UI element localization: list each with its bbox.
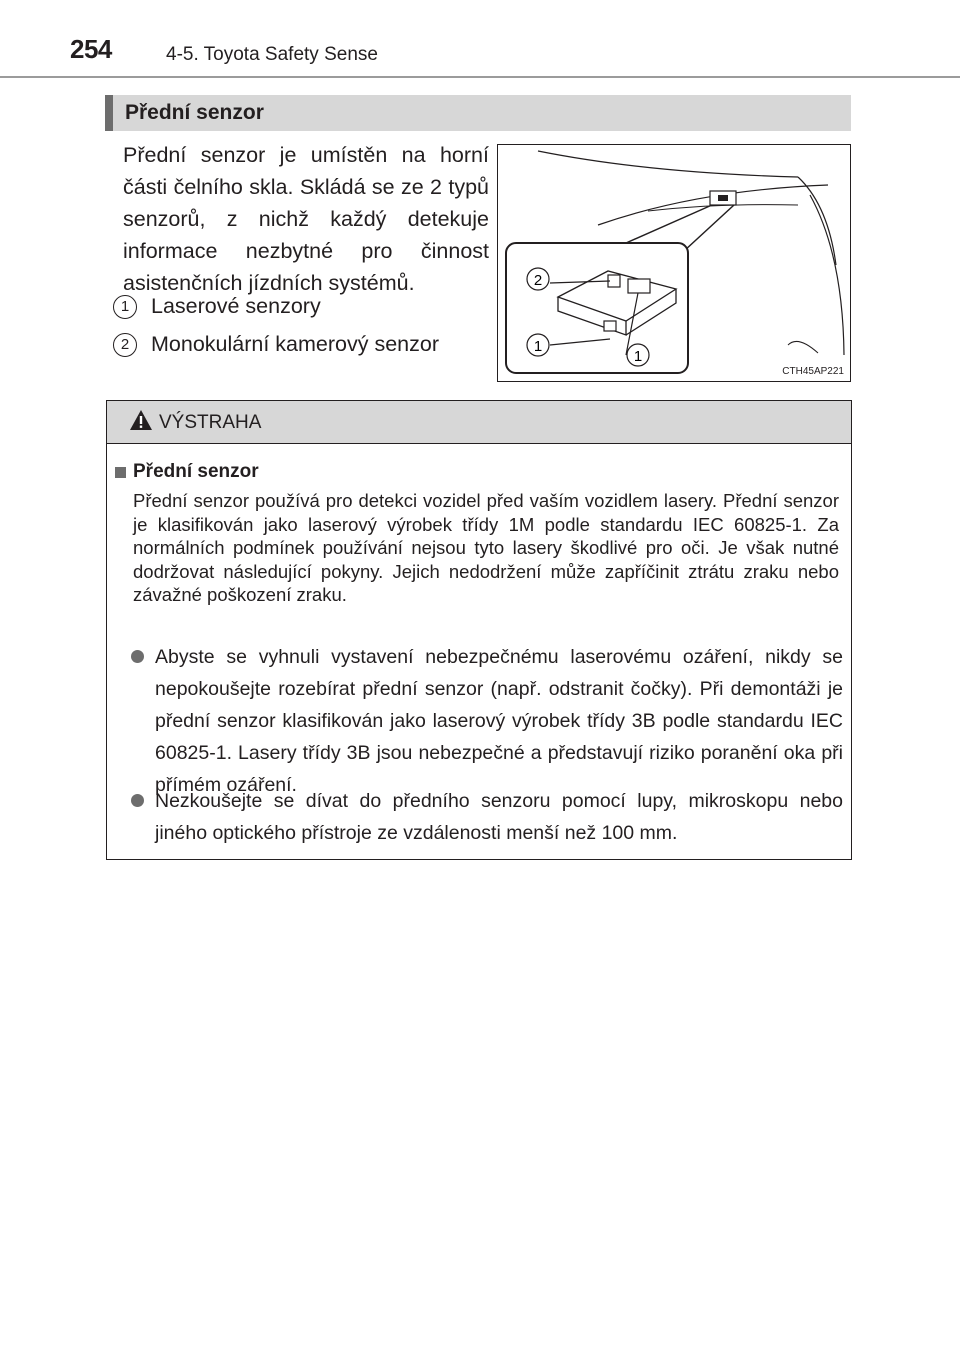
- figure-code: CTH45AP221: [782, 366, 844, 377]
- callout-label: 1: [633, 348, 643, 365]
- warning-title: VÝSTRAHA: [159, 412, 262, 433]
- bullet-dot-icon: [131, 650, 144, 663]
- item-label: Monokulární kamerový senzor: [151, 332, 439, 356]
- section-heading-bar: [105, 95, 851, 131]
- warning-paragraph: Přední senzor používá pro detekci vozidel před vaším vozidlem lasery. Přední senzor je klasifikován jako laserový výrobek třídy 1M podle standardu IEC 60825-1. Za normálních podmínek používání nejsou tyto lasery škodlivé pro oči. Je však nutné dodržovat následující pokyny. Jejich nedodržení může zapříčinit ztrátu zraku nebo závažné poškození zraku.: [133, 490, 839, 605]
- page-header: [0, 0, 960, 78]
- callout-label: 2: [533, 272, 543, 289]
- windshield-sensor-drawing: [498, 145, 850, 381]
- warning-bullet: [131, 641, 843, 801]
- bullet-dot-icon: [131, 794, 144, 807]
- chapter-title: 4-5. Toyota Safety Sense: [166, 44, 378, 65]
- warning-box: [106, 400, 852, 860]
- item-label: Laserové senzory: [151, 294, 321, 318]
- header-divider: [0, 76, 960, 78]
- sensor-illustration: [497, 144, 851, 382]
- warning-triangle-icon: [129, 409, 153, 431]
- page-number: 254: [70, 34, 112, 64]
- callout-label: 1: [533, 338, 543, 355]
- warning-bullet: [131, 785, 843, 849]
- warning-bullet-text: Abyste se vyhnuli vystavení nebezpečnému laserovému ozáření, nikdy se nepokoušejte rozebírat přední senzor (např. odstranit čočky). Při demontáži je přední senzor klasifikován jako laserový výrobek třídy 3B podle standardu IEC 60825-1. Lasery třídy 3B jsou nebezpečné a představují riziko poranění oka při přímém ozáření.: [155, 646, 843, 796]
- intro-paragraph: Přední senzor je umístěn na horní části čelního skla. Skládá se ze 2 typů senzorů, z nichž každý detekuje informace nezbytné pro činnost asistenčních jízdních systémů.: [123, 143, 489, 295]
- warning-subheading: [115, 461, 259, 483]
- item-number-badge: 2: [113, 333, 137, 357]
- square-bullet-icon: [115, 467, 126, 478]
- list-item: [113, 294, 321, 319]
- item-number-badge: 1: [113, 295, 137, 319]
- list-item: [113, 332, 439, 357]
- warning-bullet-text: Nezkoušejte se dívat do předního senzoru pomocí lupy, mikroskopu nebo jiného optického přístroje ze vzdálenosti menší než 100 mm.: [155, 790, 843, 844]
- warning-subheading-text: Přední senzor: [133, 461, 259, 482]
- section-accent: [105, 95, 113, 131]
- section-title: Přední senzor: [125, 101, 264, 124]
- warning-header: [107, 401, 851, 444]
